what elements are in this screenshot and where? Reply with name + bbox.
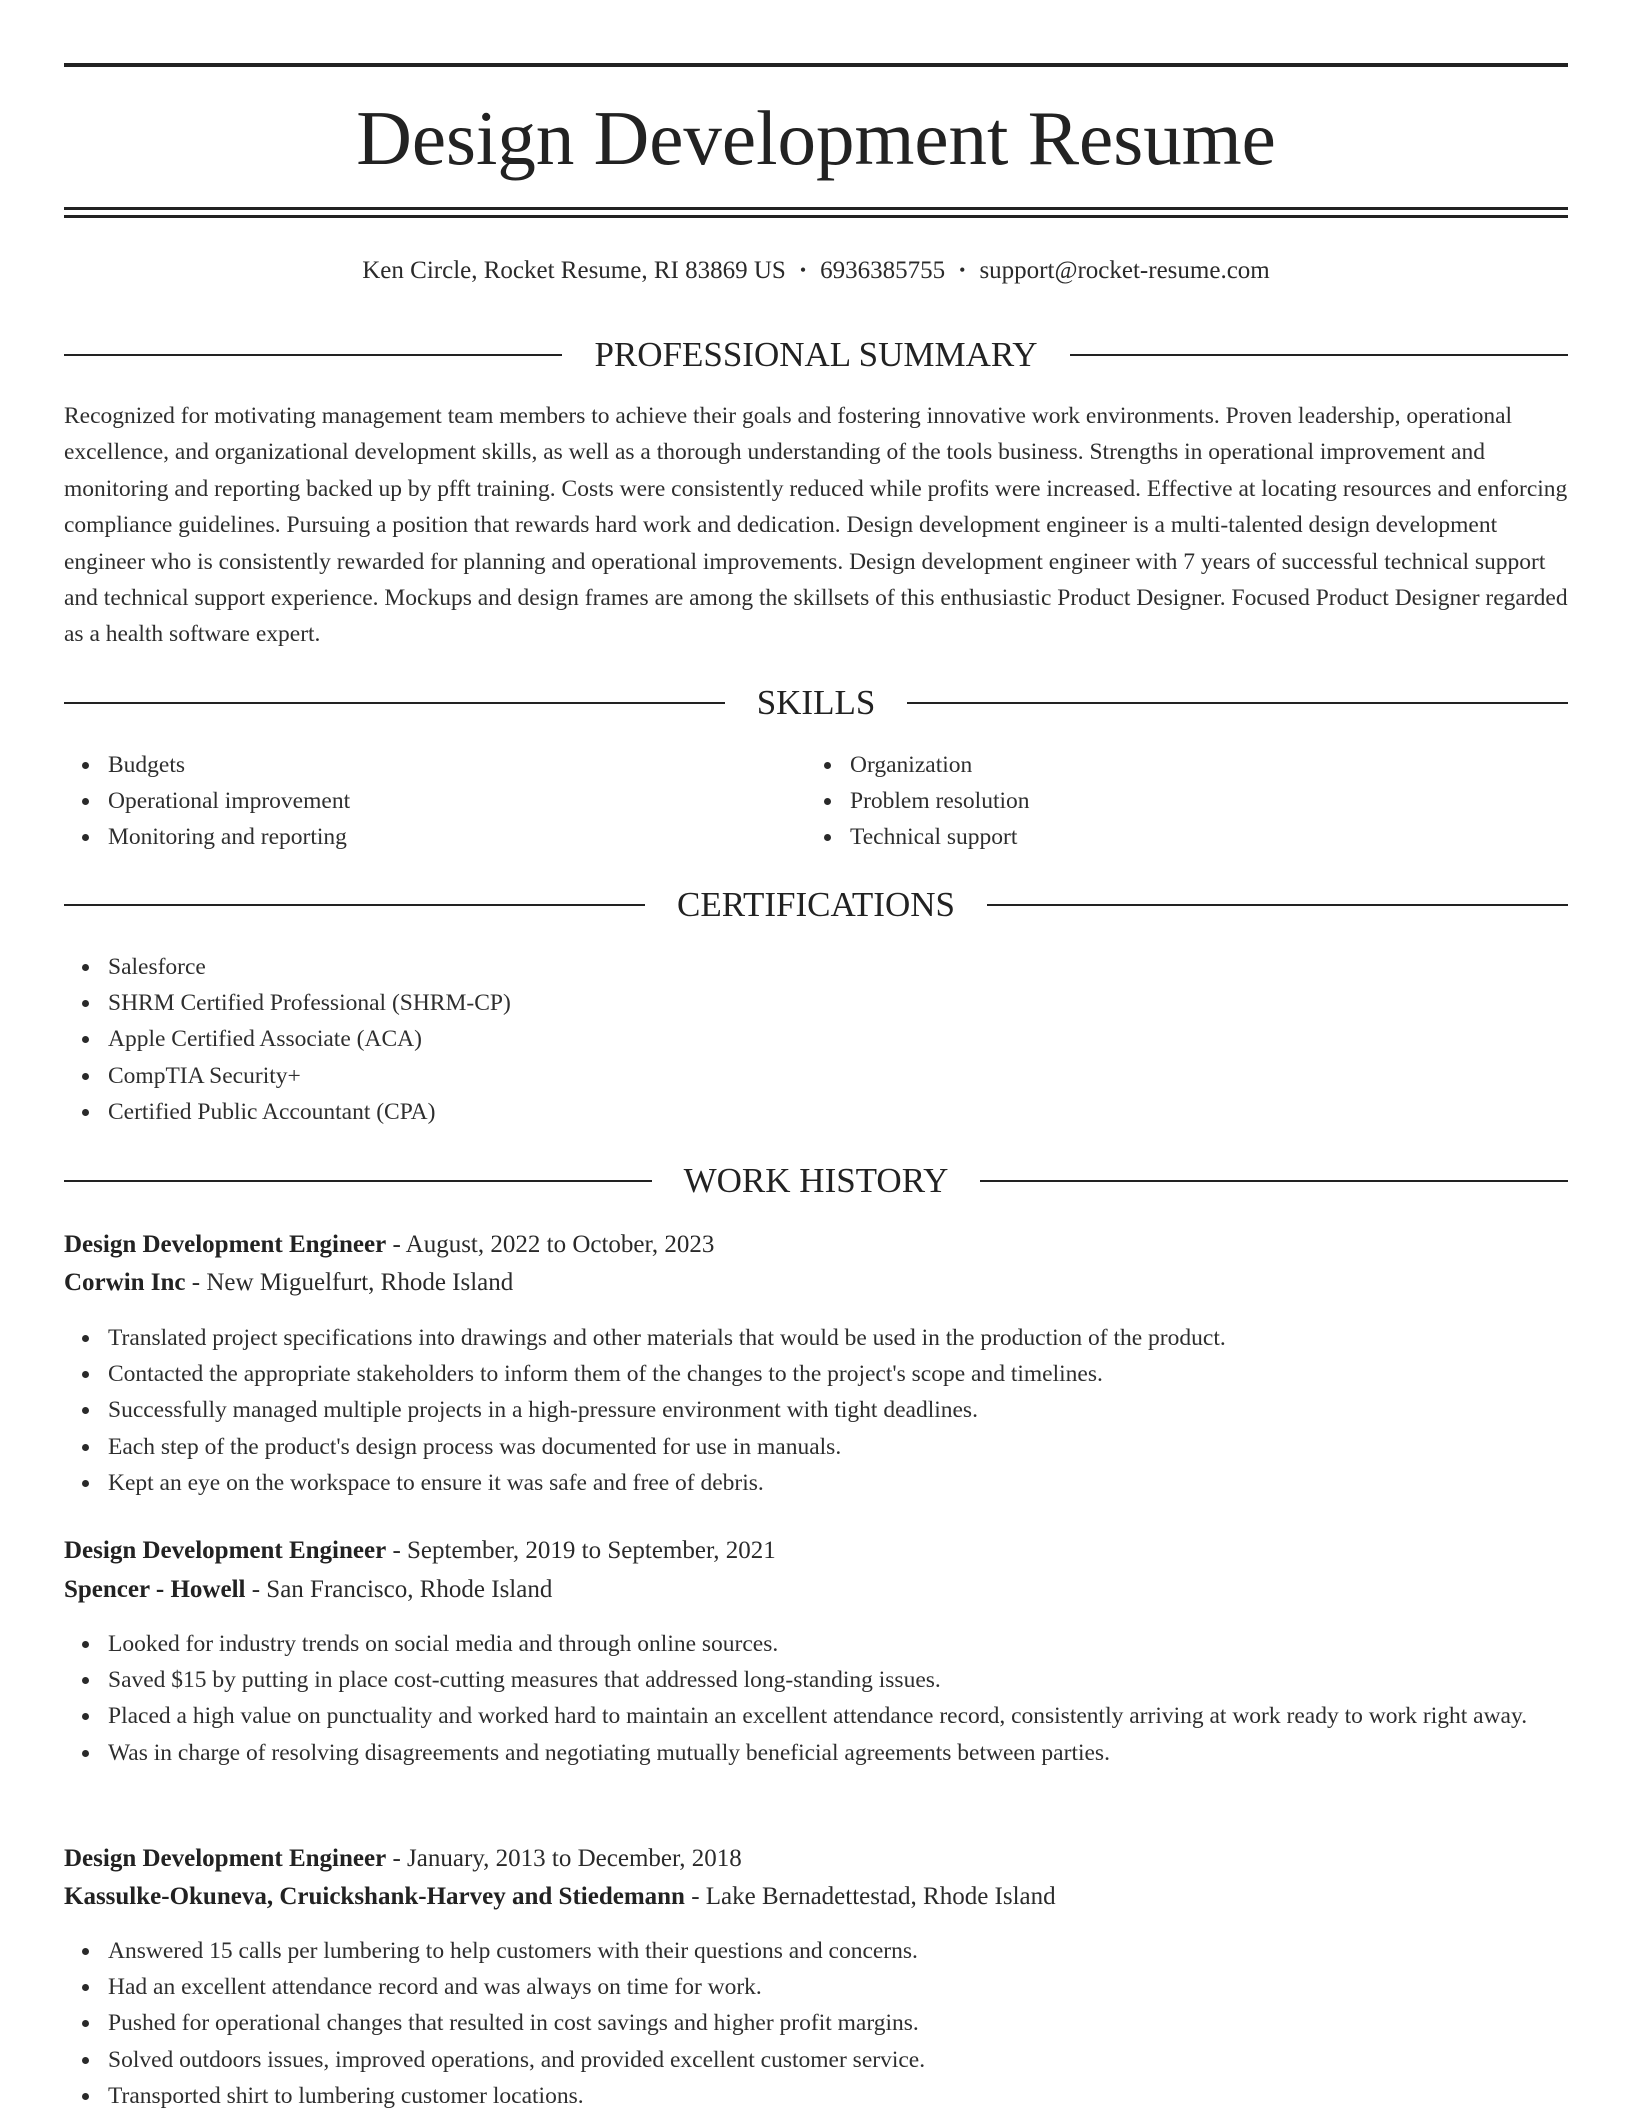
job-bullets [64, 1933, 1568, 2114]
job-bullet: Placed a high value on punctuality and worked hard to maintain an excellent attendance record, consistently arriving at work ready to work right away. [108, 1698, 1568, 1734]
job-title-line [64, 1532, 1568, 1570]
job-bullets [64, 1626, 1568, 1771]
contact-phone: 6936385755 [820, 257, 946, 284]
section-title: PROFESSIONAL SUMMARY [594, 335, 1038, 374]
contact-line [64, 254, 1568, 289]
contact-separator: • [959, 260, 966, 280]
certifications-list [64, 949, 511, 1130]
divider-line [64, 1180, 652, 1182]
job-bullet: Was in charge of resolving disagreements and negotiating mutually beneficial agreements between parties. [108, 1735, 1568, 1771]
job-bullet: Solved outdoors issues, improved operations, and provided excellent customer service. [108, 2042, 1568, 2078]
job-bullet: Each step of the product's design process was documented for use in manuals. [108, 1429, 1568, 1465]
job-bullet: Successfully managed multiple projects in a high-pressure environment with tight deadlines. [108, 1392, 1568, 1428]
job-bullet: Pushed for operational changes that resulted in cost savings and higher profit margins. [108, 2005, 1568, 2041]
divider-line [64, 702, 725, 704]
divider-line [1070, 354, 1568, 356]
job-bullet: Transported shirt to lumbering customer locations. [108, 2078, 1568, 2114]
divider-line [987, 904, 1568, 906]
contact-email: support@rocket-resume.com [979, 257, 1270, 284]
job-company: Spencer - Howell [64, 1576, 246, 1603]
job-location: - New Miguelfurt, Rhode Island [185, 1269, 514, 1296]
certification-item: SHRM Certified Professional (SHRM-CP) [108, 985, 511, 1021]
skills-list-left [64, 747, 350, 856]
certification-item: Apple Certified Associate (ACA) [108, 1021, 511, 1057]
job-bullet: Had an excellent attendance record and was always on time for work. [108, 1969, 1568, 2005]
job-dates: - January, 2013 to December, 2018 [386, 1845, 742, 1872]
summary-text: Recognized for motivating management team members to achieve their goals and fostering innovative work environments. Proven leadership, operational excellence, and organizational development skills, as well as a thorough understanding of the tools business. Strengths in operational improvement and monitoring and reporting backed up by pfft training. Costs were consistently reduced while profits were increased. Effective at locating resources and enforcing compliance guidelines. Pursuing a position that rewards hard work and dedication. Design development engineer is a multi-talented design development engineer who is consistently rewarded for planning and operational improvements. Design development engineer with 7 years of successful technical support and technical support experience. Mockups and design frames are among the skillsets of this enthusiastic Product Designer. Focused Product Designer regarded as a health software expert. [64, 403, 1568, 648]
resume-title: Design Development Resume [356, 95, 1276, 181]
job-company: Kassulke-Okuneva, Cruickshank-Harvey and Stiedemann [64, 1883, 685, 1910]
job-bullet: Translated project specifications into drawings and other materials that would be used in the production of the product. [108, 1320, 1568, 1356]
job-bullet: Kept an eye on the workspace to ensure it was safe and free of debris. [108, 1465, 1568, 1501]
title-double-rule [64, 207, 1568, 218]
job-bullet: Saved $15 by putting in place cost-cutting measures that addressed long-standing issues. [108, 1662, 1568, 1698]
job-bullet: Answered 15 calls per lumbering to help customers with their questions and concerns. [108, 1933, 1568, 1969]
skill-item: Technical support [850, 819, 1030, 855]
job-title-line [64, 1840, 1568, 1878]
job-company-line [64, 1878, 1568, 1916]
job-dates: - September, 2019 to September, 2021 [386, 1537, 776, 1564]
skills-heading [64, 681, 1568, 725]
section-title: CERTIFICATIONS [677, 885, 955, 924]
skill-item: Problem resolution [850, 783, 1030, 819]
certification-item: Certified Public Accountant (CPA) [108, 1094, 511, 1130]
certification-item: Salesforce [108, 949, 511, 985]
top-rule [64, 63, 1568, 67]
skill-item: Budgets [108, 747, 350, 783]
job-bullet: Contacted the appropriate stakeholders to inform them of the changes to the project's scope and timelines. [108, 1356, 1568, 1392]
skills-list-right [806, 747, 1030, 856]
section-title: WORK HISTORY [683, 1161, 949, 1200]
contact-address: Ken Circle, Rocket Resume, RI 83869 US [362, 257, 786, 284]
job-title-line [64, 1226, 1568, 1264]
job-location: - Lake Bernadettestad, Rhode Island [684, 1883, 1056, 1910]
work-history-heading [64, 1159, 1568, 1203]
job-dates: - August, 2022 to October, 2023 [386, 1231, 715, 1258]
certifications-heading [64, 883, 1568, 927]
job-company-line [64, 1571, 1568, 1609]
summary-heading [64, 333, 1568, 377]
contact-separator: • [799, 260, 807, 280]
skill-item: Organization [850, 747, 1030, 783]
skill-item: Operational improvement [108, 783, 350, 819]
divider-line [980, 1180, 1568, 1182]
certification-item: CompTIA Security+ [108, 1058, 511, 1094]
job-title: Design Development Engineer [64, 1845, 387, 1872]
job-title: Design Development Engineer [64, 1537, 387, 1564]
job-bullets [64, 1320, 1568, 1501]
divider-line [907, 702, 1568, 704]
skill-item: Monitoring and reporting [108, 819, 350, 855]
job-title: Design Development Engineer [64, 1231, 387, 1258]
job-bullet: Looked for industry trends on social media and through online sources. [108, 1626, 1568, 1662]
job-location: - San Francisco, Rhode Island [245, 1576, 553, 1603]
job-company-line [64, 1264, 1568, 1302]
divider-line [64, 904, 645, 906]
section-title: SKILLS [756, 683, 876, 722]
divider-line [64, 354, 562, 356]
job-company: Corwin Inc [64, 1269, 186, 1296]
